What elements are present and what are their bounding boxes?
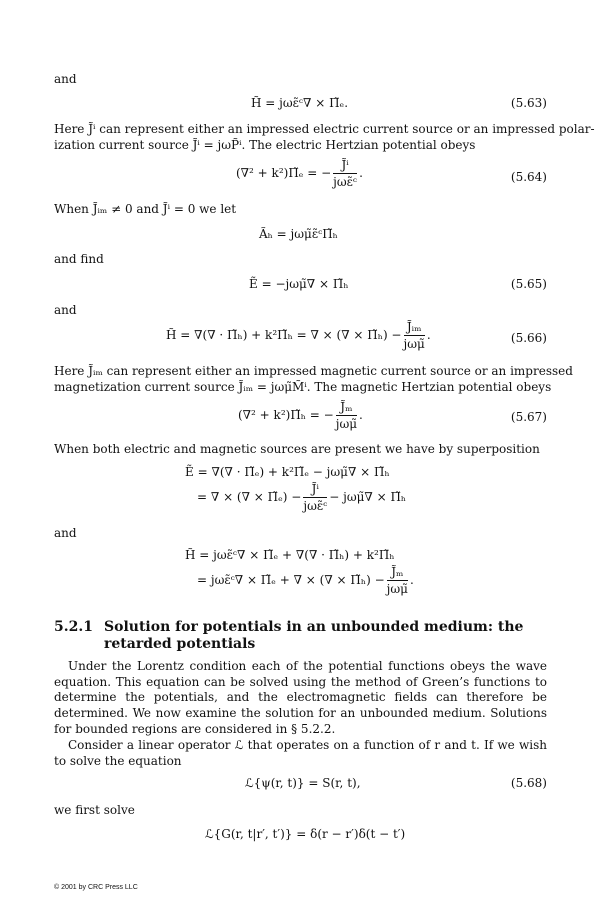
paragraph-line: magnetization current source J̃ᵢₘ = jωμ̃M̃ⁱ. The magnetic Hertzian potential obeys bbox=[54, 380, 552, 394]
equation-5-67: (∇² + k²)Π̃ₕ = − $\frac{\text{J̃ₘ}}{\text{jωμ̃}}$ . bbox=[238, 400, 363, 431]
equation-number: (5.65) bbox=[510, 277, 547, 291]
text-we-first-solve: we first solve bbox=[54, 803, 135, 817]
fraction bbox=[333, 158, 357, 189]
equation-lhs: (∇² + k²)Π̃ₑ = − bbox=[236, 166, 332, 180]
equation-H-line1: H̃ = jωε̃ᶜ∇ × Π̃ₑ + ∇(∇ · Π̃ₕ) + k²Π̃ₕ bbox=[185, 548, 395, 562]
fraction bbox=[387, 565, 408, 596]
equation-number: (5.68) bbox=[510, 776, 547, 790]
equation-5-63: H̃ = jωε̃ᶜ∇ × Π̃ₑ. bbox=[251, 96, 349, 110]
equation-lhs: (∇² + k²)Π̃ₕ = − bbox=[238, 408, 334, 422]
paragraph-line: Here J̃ᵢₘ can represent either an impressed magnetic current source or an impressed bbox=[54, 364, 573, 378]
equation-part: = jωε̃ᶜ∇ × Π̃ₑ + ∇ × (∇ × Π̃ₕ) − bbox=[197, 573, 385, 587]
text-and: and bbox=[54, 303, 77, 317]
denominator: jωμ̃ bbox=[335, 417, 358, 431]
denominator: jωε̃ᶜ bbox=[303, 499, 328, 513]
equation-E-line1: Ẽ = ∇(∇ · Π̃ₑ) + k²Π̃ₑ − jωμ̃∇ × Π̃ₕ bbox=[185, 465, 390, 479]
numerator: J̃ⁱ bbox=[303, 482, 327, 498]
equation-number: (5.63) bbox=[510, 96, 547, 110]
fraction bbox=[404, 320, 425, 351]
paragraph: Consider a linear operator ℒ that operates on a function of r and t. If we wish to solve the equation bbox=[54, 738, 547, 768]
equation-E-line2 bbox=[197, 482, 406, 513]
paragraph: Under the Lorentz condition each of the potential functions obeys the wave equation. This equation can be solved using the method of Green’s functions to determine the potentials, and the electromagnetic fields can therefore be determined. We now examine the solution for an unbounded medium. Solutions for bounded regions are considered in § 5.2.2. bbox=[54, 659, 547, 736]
paragraph-line: When both electric and magnetic sources are present we have by superposition bbox=[54, 442, 540, 456]
copyright-footer: © 2001 by CRC Press LLC bbox=[54, 884, 138, 891]
fraction bbox=[336, 400, 357, 431]
text-and: and bbox=[54, 72, 77, 86]
numerator: J̃ₘ bbox=[387, 565, 408, 581]
text-and: and bbox=[54, 526, 77, 540]
equation-H-line2: = jωε̃ᶜ∇ × Π̃ₑ + ∇ × (∇ × Π̃ₕ) − $\frac{\text{J̃ₘ}}{\text{jωμ̃}}$ . bbox=[197, 565, 414, 596]
equation-5-64: (∇² + k²)Π̃ₑ = − $\frac{\text{J̃ⁱ}}{\text{jωε̃ᶜ}}$ . bbox=[236, 158, 363, 189]
denominator: jωε̃ᶜ bbox=[333, 175, 358, 189]
equation-number: (5.64) bbox=[510, 170, 547, 184]
section-title: Solution for potentials in an unbounded medium: the retarded potentials bbox=[104, 619, 524, 652]
paragraph-line: Here J̃ⁱ can represent either an impressed electric current source or an impressed polar- bbox=[54, 122, 595, 136]
equation-number: (5.67) bbox=[510, 410, 547, 424]
equation-part: = ∇ × (∇ × Π̃ₑ) − bbox=[197, 490, 302, 504]
equation-Ah: Ãₕ = jωμ̃ε̃ᶜΠ̃ₕ bbox=[259, 227, 338, 241]
equation-number: (5.66) bbox=[510, 331, 547, 345]
denominator: jωμ̃ bbox=[386, 582, 408, 596]
equation-green: ℒ{G(r, t|r′, t′)} = δ(r − r′)δ(t − t′) bbox=[205, 827, 406, 841]
section-number: 5.2.1 bbox=[54, 619, 93, 635]
equation-5-68: ℒ{ψ(r, t)} = S(r, t), bbox=[245, 776, 361, 790]
equation-5-66: H̃ = ∇(∇ · Π̃ₕ) + k²Π̃ₕ = ∇ × (∇ × Π̃ₕ) − $\frac{\text{J̃ᵢₘ}}{\text{jωμ̃}}$ . bbox=[166, 320, 431, 351]
denominator: jωμ̃ bbox=[403, 337, 425, 351]
equation-lhs: H̃ = ∇(∇ · Π̃ₕ) + k²Π̃ₕ = ∇ × (∇ × Π̃ₕ) − bbox=[166, 328, 402, 342]
equation-5-65: Ẽ = −jωμ̃∇ × Π̃ₕ bbox=[249, 277, 349, 291]
fraction bbox=[303, 482, 327, 513]
paragraph-line: When J̃ᵢₘ ≠ 0 and J̃ⁱ = 0 we let bbox=[54, 202, 237, 216]
equation-part: − jωμ̃∇ × Π̃ₕ bbox=[329, 490, 407, 504]
text-and-find: and find bbox=[54, 252, 104, 266]
paragraph-line: ization current source J̃ⁱ = jωP̃ⁱ. The electric Hertzian potential obeys bbox=[54, 138, 476, 152]
numerator: J̃ⁱ bbox=[333, 158, 357, 174]
numerator: J̃ᵢₘ bbox=[404, 320, 425, 336]
numerator: J̃ₘ bbox=[336, 400, 357, 416]
section-heading bbox=[54, 619, 547, 653]
